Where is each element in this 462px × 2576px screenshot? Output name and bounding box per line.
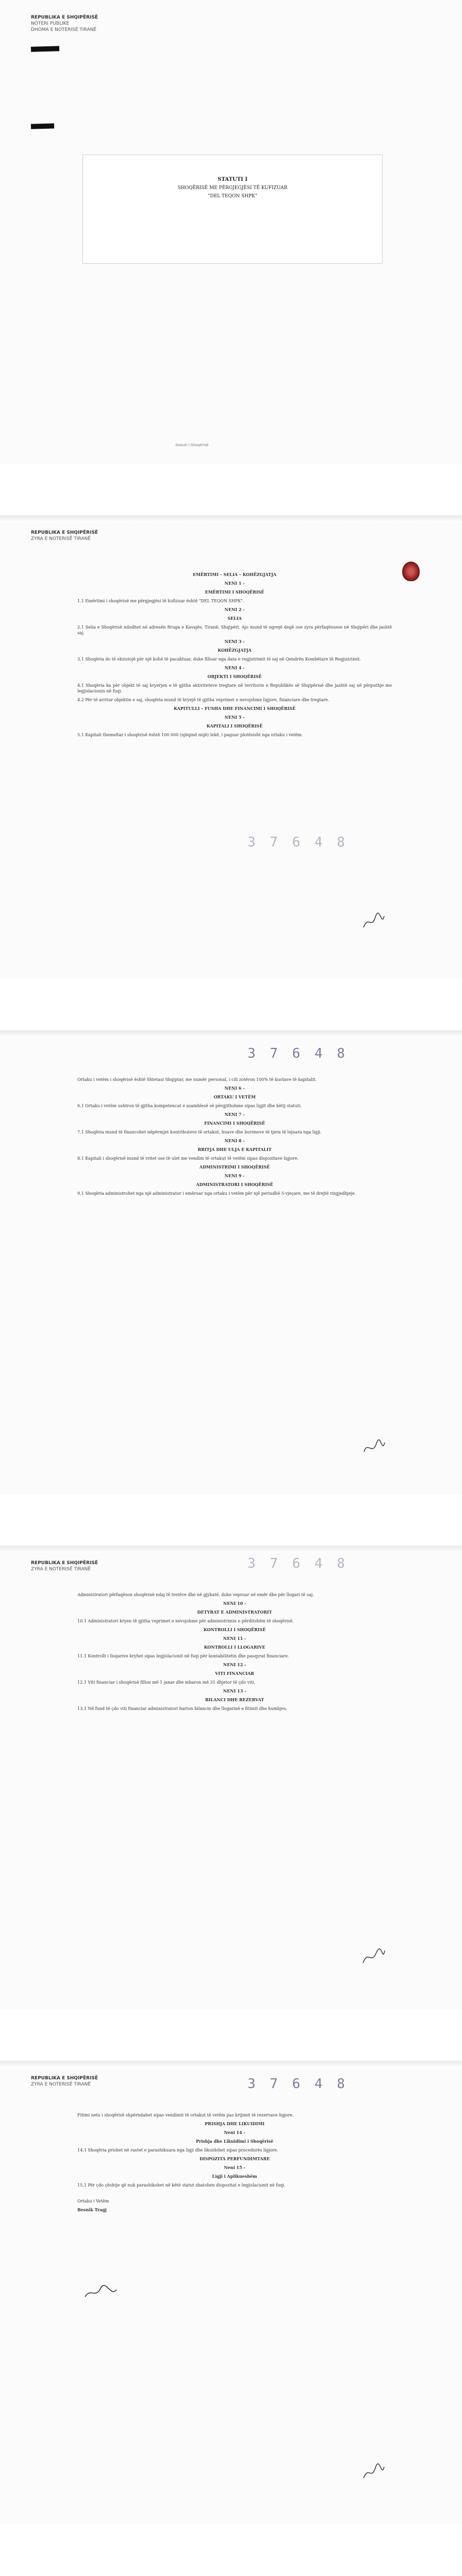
page-header (31, 1560, 98, 1572)
article-text: 15.1 Për çdo çështje që nuk parashikohet në këtë statut zbatohen dispozitat e legjislacionit në fuqi. (77, 2183, 286, 2188)
article-number: NENI 11 - (223, 1636, 246, 1641)
document-page-5 (0, 2061, 462, 2524)
article-title: BILANCI DHE REZERVAT (205, 1697, 265, 1702)
page-header (31, 2075, 98, 2088)
page-shadow (0, 2061, 462, 2068)
article-number: NENI 5 - (224, 715, 245, 720)
article-number: NENI 12 - (223, 1662, 246, 1667)
chapter-heading: KONTROLLI I SHOQËRISË (203, 1627, 266, 1632)
chapter-heading: ADMINISTRIMI I SHOQËRISË (199, 1164, 270, 1170)
article-title: OBJEKTI I SHOQËRISË (207, 674, 262, 679)
header-line-1: REPUBLIKA E SHQIPËRISË (31, 1561, 98, 1566)
article-title: RRITJA DHE ULJA E KAPITALIT (197, 1147, 272, 1152)
stamp-number: 3 7 6 4 8 (248, 835, 348, 850)
header-line-4: ZYRA E NOTERISË TIRANË (31, 1567, 91, 1572)
signature-mark (361, 1437, 387, 1458)
article-number: NENI 4 - (224, 665, 245, 670)
article-text: 12.1 Viti financiar i shoqërisë fillon më 1 janar dhe mbaron më 31 dhjetor të çdo viti. (77, 1680, 255, 1685)
article-text: 6.1 Ortaku i vetëm ushtron të gjitha kompetencat e asamblesë së përgjithshme sipas ligjit dhe këtij statuti. (77, 1104, 302, 1108)
signature-mark (361, 912, 387, 933)
header-line-2: NOTERI PUBLIKE (31, 21, 70, 26)
page-content (77, 1592, 392, 1715)
chapter-heading: PRISHJA DHE LIKUIDIMI (205, 2121, 265, 2126)
page-shadow (0, 515, 462, 522)
article-number: NENI 1 - (224, 581, 245, 586)
section-heading: EMËRTIMI – SELIA – KOHËZGJATJA (193, 572, 276, 577)
cover-company: "DEL TEQON SHPK" (208, 194, 257, 199)
document-page-1 (0, 0, 462, 464)
stamp-number: 3 7 6 4 8 (248, 1556, 348, 1571)
article-text: 11.1 Kontrolli i llogarive kryhet sipas legjislacionit në fuqi për kontabilitetin dhe pasqyrat financiare. (77, 1654, 289, 1658)
article-number: NENI 9 - (224, 1173, 245, 1178)
stamp-number: 3 7 6 4 8 (248, 2076, 348, 2092)
header-line-4: ZYRA E NOTERISË TIRANË (31, 536, 91, 541)
document-page-3 (0, 1030, 462, 1494)
cover-footer: Statuti i Shoqërisë (175, 443, 209, 447)
document-page-4 (0, 1546, 462, 2009)
article-text: 10.1 Administratori kryen të gjitha veprimet e nevojshme për administrimin e përditshëm të shoqërisë. (77, 1619, 294, 1623)
article-title: SELIA (227, 616, 242, 621)
article-title: FINANCIMI I SHOQËRISË (204, 1121, 265, 1126)
article-text: 4.1 Shoqëria ka për objekt të saj kryerjen e të gjitha aktiviteteve tregtare në territorin e Republikës së Shqipërisë dhe jashtë saj në përputhje me legjislacionin në fuqi. (77, 683, 392, 693)
article-text: 14.1 Shoqëria prishet në rastet e parashikuara nga ligji dhe likuidohet sipas procedurës ligjore. (77, 2148, 278, 2153)
page-shadow (0, 1546, 462, 1553)
article-number: NENI 13 - (223, 1688, 246, 1693)
signature-mark (361, 2463, 387, 2483)
article-number: Neni 14 - (224, 2130, 245, 2135)
document-page-2 (0, 515, 462, 979)
article-text: Administratori përfaqëson shoqërinë ndaj të tretëve dhe në gjykatë, duke vepruar në emër dhe për llogari të saj. (77, 1592, 314, 1597)
header-line-1: REPUBLIKA E SHQIPËRISË (31, 530, 98, 535)
signature-mark (361, 1947, 387, 1968)
page-content (77, 1077, 392, 1199)
article-number: NENI 7 - (224, 1112, 245, 1117)
header-line-1: REPUBLIKA E SHQIPËRISË (31, 2076, 98, 2081)
article-title: KAPITALI I SHOQËRISË (206, 723, 263, 728)
article-title: Ligji i Aplikueshëm (212, 2174, 257, 2179)
article-text: 7.1 Shoqëria mund të financohet nëpërmjet kontributeve të ortakut, huave dhe burimeve të tjera të lejuara nga ligji. (77, 1130, 322, 1134)
article-title: ORTAKU I VETËM (213, 1094, 256, 1099)
article-number: NENI 10 - (223, 1601, 246, 1606)
article-text: Fitimi neto i shoqërisë shpërndahet sipas vendimit të ortakut të vetëm pas krijimit të rezervave ligjore. (77, 2113, 294, 2117)
article-title: EMËRTIMI I SHOQËRISË (205, 589, 265, 595)
cover-subtitle: SHOQËRISË ME PËRGJEGJËSI TË KUFIZUAR (177, 185, 288, 191)
article-title: Prishja dhe Likuidimi i Shoqërisë (195, 2139, 273, 2144)
redaction-bar (31, 46, 59, 52)
article-number: Neni 15 - (224, 2165, 245, 2170)
article-title: KOHËZGJATJA (218, 648, 252, 653)
header-line-1: REPUBLIKA E SHQIPËRISË (31, 15, 98, 20)
article-text: Ortaku i vetëm i shoqërisë është Shtetasi Shqiptar, me numër personal, i cili zotëron 100% të kuotave të kapitalit. (77, 1077, 317, 1082)
header-line-4: ZYRA E NOTERISË TIRANË (31, 2082, 91, 2087)
page-content (77, 572, 392, 741)
stamp-number: 3 7 6 4 8 (248, 1046, 348, 1061)
owner-signature (82, 2282, 119, 2303)
chapter-heading: DISPOZITA PERFUNDIMTARE (199, 2156, 270, 2161)
cover-title: STATUTI I (218, 177, 248, 182)
signatory-name: Besnik Tragj (77, 2207, 107, 2212)
redaction-bar (31, 123, 54, 129)
article-text: 9.1 Shoqëria administrohet nga një administrator i emëruar nga ortaku i vetëm për një periudhë 5-vjeçare, me të drejtë rizgjedhjeje. (77, 1191, 356, 1196)
article-title: VITI FINANCIAR (215, 1671, 254, 1676)
article-title: ADMINISTRATORI I SHOQËRISË (196, 1182, 273, 1187)
chapter-heading: KAPITULLI – FUSHA DHE FINANCIMI I SHOQËRISË (173, 706, 296, 711)
article-text: 8.1 Kapitali i shoqërisë mund të rritet ose të ulet me vendim të ortakut të vetëm sipas dispozitave ligjore. (77, 1156, 299, 1161)
article-title: DETYRAT E ADMINISTRATORIT (197, 1609, 272, 1615)
article-text: 5.1 Kapitali themeltar i shoqërisë është 100 000 (njëqind mijë) lekë, i paguar plotësisht nga ortaku i vetëm. (77, 733, 303, 737)
page-header (31, 14, 98, 33)
article-title: KONTROLLI I LLOGARIVE (204, 1645, 266, 1650)
cover-box (82, 155, 383, 264)
article-text: 4.2 Për të arritur objektin e saj, shoqëria mund të kryejë të gjitha veprimet e nevojshme ligjore, financiare dhe tregtare. (77, 698, 329, 702)
header-line-3: DHOMA E NOTERISË TIRANË (31, 27, 96, 32)
page-content (77, 2112, 392, 2216)
article-text: 2.1 Selia e Shoqërisë ndodhet në adresën Rruga e Kavajës, Tiranë, Shqipëri. Ajo mund të ngrejë degë ose zyra përfaqësuese në Shqipëri dhe jashtë saj. (77, 625, 392, 635)
page-header (31, 530, 98, 542)
article-text: 13.1 Në fund të çdo viti financiar administratori harton bilancin dhe llogarinë e fitimit dhe humbjes. (77, 1706, 287, 1711)
article-number: NENI 8 - (224, 1138, 245, 1143)
article-number: NENI 6 - (224, 1086, 245, 1091)
article-number: NENI 3 - (224, 639, 245, 644)
republic-emblem (402, 562, 420, 581)
article-number: NENI 2 - (224, 607, 245, 612)
article-text: 1.1 Emërtimi i shoqërisë me përgjegjësi të kufizuar është "DEL TEQON SHPK". (77, 599, 244, 603)
signatory-role: Ortaku i Vetëm (77, 2199, 109, 2204)
page-shadow (0, 1030, 462, 1038)
article-text: 3.1 Shoqëria do të ekzistojë për një kohë të pacaktuar, duke filluar nga data e regjistrimit të saj në Qendrën Kombëtare të Regjistrimit. (77, 657, 361, 662)
